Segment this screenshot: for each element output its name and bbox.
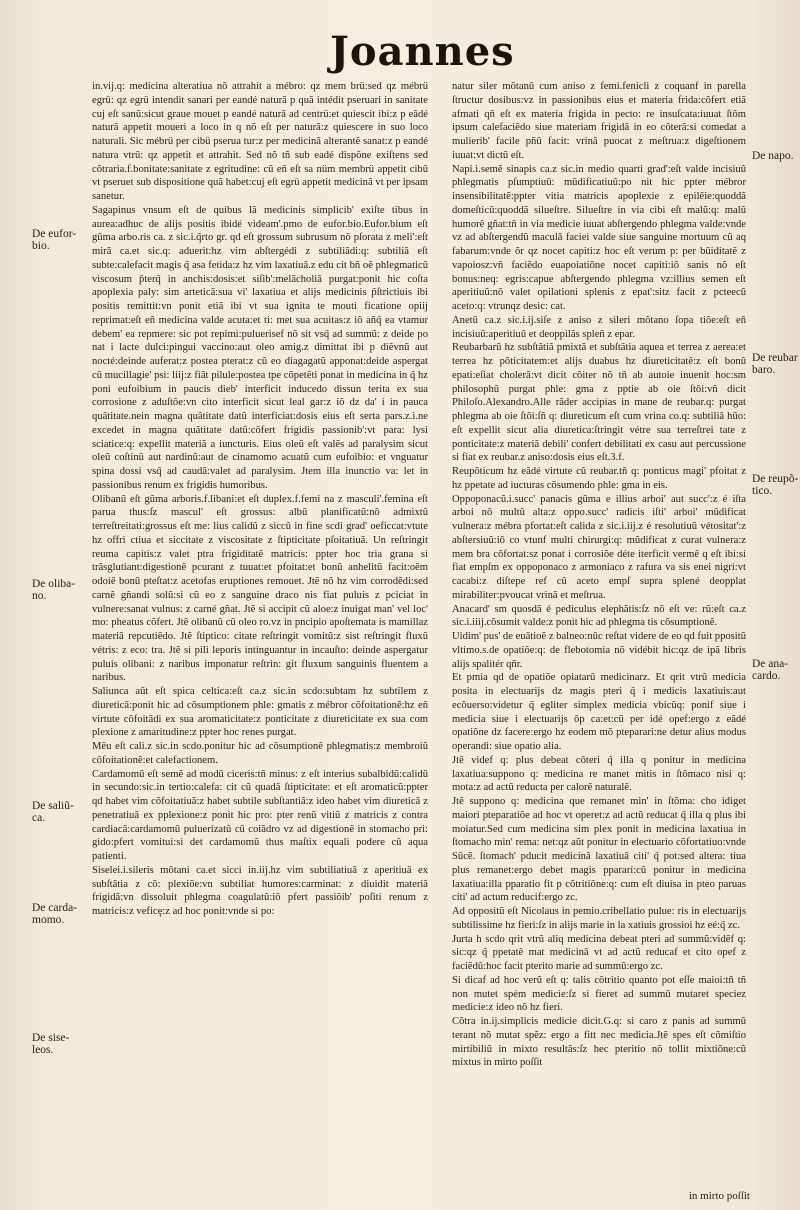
paragraph: Jtẽ videf q: plus debeat cõteri q̃ illa q ponitur in medicina laxatiua:suppono q: medicina re manet mitis in ſtõmaco nisi q: mota:z ad actũ reducta per calorẽ naturalẽ. [452, 754, 746, 794]
paragraph: natur siler mõtanũ cum aniso z femi.fenicli z coquanf in parella ſtructur dosibus:vz in passionibus eius et materia frida:cõfert etiã afmati qñ eſt ex materia frigida in pecto: re insuſcata:iuuat ſtõm ipsum calefaciẽdo siue materiam frigidã in eo cõterã:si comedat a mulierib' facile pñũ facit: vrinã puocat z meſtrua:z digeſtionem iuuat:vt dictũ eſt. [452, 81, 746, 161]
paragraph: Jtẽ suppono q: medicina que remanet min' in ſtõma: cho idiget maiori pteparatiõe ad hoc vt operet:z ad actũ reducat q̃ illa q plus ibi moiatur.Sed cum medicina sim plex ponit in medicina laxatiua in ſtomacho min' rema: net:qz aũt ponitur in electuario cõfortatiuo:vnde Sũcẽ. ſtomach' pducit medicinã laxatiuã citi' q̃ pot:sed altera: tiua plus remanet:ergo debet magis ppararí:cũ ponitur in medicina laxatiua:illa pparatio fit p cõtritiõne:q: cum eſt diuisa in pteo paruas citi' ad actum reducif:ergo zc. [452, 796, 746, 904]
paragraph: Saliunca aũt eſt spica celtica:eſt ca.z sic.in scdo:subtam hz subtilem z diureticã:ponit hic ad cõsumptionem phle: gmatis z mébror cõfoitationẽ:hz eñ virtute cõfoitãdi ex sua aromaticitate:z ponticitate z diureticitate ex sua com plexione z amaritudine:z ppter hoc renes purgat. [92, 686, 428, 739]
paragraph: Cardamomũ eſt semẽ ad modũ ciceris:tñ minus: z eſt interius subalbidũ:calidũ in secundo:sic.in tertio:calefa: cit cũ quadã ſtipticitate: et eſt aromaticũ:ppter qd habet vim cõfoitatiuã:z habet subtile subſtantiã:z ideo habet vim diureticã z penetratiuã ex pplexione:z ponit hic pro: pter renũ vitiũ z matricis z contra cardiacã:cardamomũ puluerizatũ cũ coiãdro vz ad digestionẽ in stomacho pri: gido:pfert vomitui:si det cardamomũ thus maſtix equali podere cũ aqua patienti. [92, 768, 428, 862]
margin-note-cardamomo: De carda- momo. [32, 902, 78, 926]
margin-note-siseleos: De sise- leos. [32, 1032, 70, 1056]
margin-note-olibano: De oliba- no. [32, 578, 76, 602]
paragraph: Uidim' pus' de euãtioẽ z balneo:nũc reſtat videre de eo qd fuit ppositũ vltimo.s.de opatiõe:q: de flebotomia nõ vidébit hic:qz de ipã libris alijs spalitér qñr. [452, 631, 746, 670]
paragraph: Reupõticum hz eãdé virtute cũ reubar.tñ q: ponticus magi' pfoitat z hz ppetate ad iucturas cõsumendo phle: gma in eis. [452, 466, 746, 491]
right-text-column [452, 80, 746, 1190]
paragraph: Ad oppositũ eſt Nicolaus in pemio.cribellatio pulue: ris in electuarijs subtilissime hz fieri:ſz in alijs marie in la xatiuis grossioi hz eé:q̃ zc. [452, 906, 746, 931]
paragraph: Anetũ ca.z sic.i.ij.siſe z aniso z sileri mõtano ſopa tiõe:eſt eñ incisiuũ:aperitiuũ et deoppilãs spleñ z epar. [452, 314, 746, 340]
paragraph: Mẽu eſt cali.z sic.in scdo.ponitur hic ad cõsumptionẽ phlegmatis:z membroiũ cõfoitationẽ:et calefactionem. [92, 741, 428, 766]
paragraph: Reubarbarũ hz subſtãtiã pmixtã et subſtãtia aquea et terrea z aerea:et terrea hz põticitatem:et alijs duabus hz diureticitatẽ:z eſt bonũ epati:eſiat cholerã:vt dicit cõiter nõ tñ ab autoie inuenit hoc:sm philosophũ purgat phle: gma z pptie ab oie ſtõi:vñ dicit Philoſo.Alexandro.Alle rãder accipias in mane de reubar.q: purgat phlegma ab oie ſtõi:ſñ q: diureticum eſt cum vrina co.q: subtiliã hũo: eſt expellit sicut alia diuretica:ſtringit vétre sua terreſtrei tate z ponticitate:z materiã debili' confert debilitati ex casu aut percussione si fiat ex reubar.z aniso:dosis eius eſt.3.f. [452, 342, 746, 464]
paragraph: Napi.i.semẽ sinapis ca.z sic.in medio quarti grad':eſt valde incisiuũ phlegmatis pſumptiuũ: mũdificatiuũ:po nit hic ppter mébror insensibilitatẽ:ppter vitia matricis apoplexie z epilẽie:quoddã domeſticũ:quoddã silueſtre. Silueſtre in via cibi eſt malũ:q: malũ humorẽ gñat:tñ in via medicie iuuat abſtergendo phlegma valde:vnde vz ad abſtergendũ maculã faciei valde siue sanguine mortuum cũ aq fabarum:vnde õr qz nocet capiti:z hoc eſt verum p: per bũiditatẽ z vapoiosz:vñ faciẽdo euapoiatiõne nocet capiti:iõ sanis nõ eſt bonus:neq: egris:capue abſtergendo phlegma vz:illius semen eſt aperitiuũ:nõ valet opilationi splenis z epat':sitz facit z pcteecũ aceto:q: vtrunqz desic: cat. [452, 163, 746, 312]
catchword: in mirto poſſit [688, 1190, 750, 1202]
margin-note-euforbio: De eufor- bio. [32, 228, 77, 252]
paragraph: Anacard' sm quosdã é pediculus elephãtis:ſz nõ eſt ve: rũ:eſt ca.z sic.i.iiij.cõsumit valde:z ponit hic ad phlegma tis cõsumptionẽ. [452, 603, 746, 629]
paragraph: Oppoponacũ.i.succ' panacis gũma e illius arboi' aut succ':z é iſta arboi nõ multũ alta:z oppo.succ' radicis iſti' arboi' mũdificat vulnera:z mébra pfortat:eſt calida z sic.i.iij.z é resolutiuũ vétositat':z abſtersiuũ:iõ co vtunf multi chirurgi:q: mũdificat z curat vulnera:z mem bra cõfortat:sz ponat i corrosiõe déte iterficit vermẽ q eſt ibi:si fiat empſm ex oppoponaco z armoniaco z rafura va sis enei nigri:vt cacabi:z diſtepe ref cũ aceto empſ supra splené deopplat mirabiliter:pvoucat vrinã et meſtrua. [452, 493, 746, 601]
paragraph: Si dicaf ad hoc verũ eſt q: talis cõtritio quanto pot eſſe maioi:tñ tñ non mutet spém medicie:ſz si fieret ad summũ mutaret speciez medicie:z ideo nõ hz fieri. [452, 974, 746, 1014]
left-text-column [92, 80, 428, 1190]
paragraph: in.vij.q: medicina alteratiua nõ attrahit a mébro: qz mem brü:sed qz mébrü egrü: qz egrü intendit sanari per eandé naturã p quã intédit pseruari in sanitate cuj eſt sanũ:sicut graue mouet p eandé naturã ad centrü:et quiescit ibi:z p eãdé naturã appetit moueri a loco in q nõ eſt per naturã:z quiescere in suo loco naturali. Sic mébrü per cibü pserua tur:z per medicinã alterantẽ sanat:z p eandé natura vtrũ: qz appetit et attrahit. Sed nõ tñ sub eadé dispõne exiſtens sed cõtraria.f.bonitate:sanitate z egritudine: cũ eñ eſt sa nüm membrü appetit cibũ vt pseruet sub dispositione quã habet:cuj eſt egrü appetit medicinã vt per ipsam sanetur. [92, 81, 428, 202]
paragraph: Jurta h scdo qrit vtrũ aliq medicina debeat pteri ad summũ:vidẽf q: sic:qz q̃ ppetatẽ mat medicinã vt ad actũ reducaf et cito opef z faciẽdũ:hoc facit pterito marie ad summũ:ergo zc. [452, 933, 746, 972]
margin-note-saliunca: De saliũ- ca. [32, 800, 74, 824]
margin-note-reubarbaro: De reubar baro. [752, 352, 798, 376]
margin-note-anacardo: De ana- cardo. [752, 658, 789, 682]
margin-note-reupontico: De reupõ- tico. [752, 473, 799, 497]
paragraph: Sagapinus vnsum eſt de quibus lã medicinis simplicib' exiſte tibus in aurea:adhuc de alijs positis ibidé videam'.pmo de eufor.bio.Eufor.bium eſt gũma arbo.ris ca. z sic.i.q̃rto gr. qd eſt grossum subrusum nõ pſorata z meli':eſt mirã ca.et sic.q: aduerit:hz vim abſtergédi z subtiliãdi:q: subtiliã eſt subte:calefacit magis q̃ asa fetida:z hz vim laxatiuã.z edu cit bñ oẽ phlegmaticũ viscosum p̃terq̃ in anchis:dosis:et siſib':melãcholiã purgat:ponit hic coſta apoplexia paly: sim arteticã:sua vi' laxatiua et alijs medicinis p̃ſtrictiuis ibi positis remittit:vn ponit etiã ibi vt sua ignita te mouti ficatione opiij reprimat:eſt eñ medicina valde acuta:et ti: met sua acuitas:z iõ añq̃ ea vtamur debem' ea repmere: sic pot repimi:puluerisef nõ sit vsq̃ ad summũ: z deide po nat i lacte dulci:pingui vaccino:aut oleo amig.z dimittat ibi p diẽvnũ aut nocté:deinde auferat:z postea pterat:z cũ eo diagagatũ apponat:deide aspergat cũ mucillagie' psi: liij:z fiãt pilule:postea tpe cõpetẽti ponat in medicina in q̃ hz poni eufoibium in paucis dieb' interficit inducedo dissun terita ex sua corrosione z aduſtõe:vn cito interficit sicut leal gar:z iõ dz da' i in pauca quãtitate.nein magna quãtitate datũ interficiat:dosis eius eſt serta pars.z.i.ne excedet in magna quãtitate datũ:cõfert frigidis passionib':vt para: lysi sciatice:q: expellit materiã a iuncturis. Eius oleũ eſt valẽs ad paralysim sicut oleũ coſtinũ aut nardinũ:aut de cinamomo acuatũ cum eufoibio: et vnguatur spina dossi vsq̃ ad caudã:valet ad paralysim. Jtem illa inunctio va: let in passionibus renum ex frigidis humoribus. [92, 204, 428, 491]
paragraph: Et pmia qd de opatiõe opiatarũ medicinarz. Et qrit vtrũ medicia posita in electuarijs dz magis pteri q̃ i medicis laxatiuis:aut ecõuerso:videtur q̃ egliter simplex medicia vbicũq: ponif siue i medicia siue i electuarijs õp ca:et:cũ per idé opef:ergo z eãdé opatiõne dz facere:ergo hz eodem mõ pteparari:ne detur alius modus operandi: siue opatio alia. [452, 672, 746, 752]
margin-note-napo: De napo. [752, 150, 794, 162]
paragraph: Cõtra in.ij.simplicis medicie dicit.G.q: si caro z panis ad summũ terant nõ mutat spẽz: ergo a fitt nec medicia.Jtẽ spes eſt cõmiſtio mirtibiliũ in mixto resultãs:ſz hec pteritio nõ tollit mixtiõne:cũ mixtus in mirto poſſit [452, 1016, 746, 1069]
paragraph: Siselei.i.sileris mõtani ca.et sicci in.iij.hz vim subtiliatiuã z aperitiuã ex subſtãtia z cõ: plexiõe:vn subtiliat humores:carminat: z diuidit materiã frigidã:vn dissoluit phlegma coagulatũ:iõ pfert passiõib' poſiti renum z matricis:z veficę:z ad hoc ponit:vnde si po: [92, 864, 428, 917]
paragraph: Olibanũ eſt gũma arboris.f.libani:et eſt duplex.f.femi na z masculi'.femina eſt parua thus:ſz mascul' eſt grossus: albũ planificatũ:nõ admixtũ terreſtreitati:grossus eſt me: lius calidũ z siccũ in fine scdi grad' oeficcat:vtute hz offri ctiua et siccitate z viscositate z ſtipticitate pſoitatiuã. Un reſtringit reuma capitis:z valet ptra frigiditatẽ matricis: ppter hoc tria grana si trãsglutiant:digestionẽ pcurant z tuuat:et pfoitat:et bonũ anhelitũ facit:oẽm odoiẽ bonũ pteſtat:z acetofas eruptiones remouet. Jtẽ nõ hz vim corrodẽdi:sed carnẽ gñandi solũ:si cũ eo z sanguine draco nis fiat puluis z pciciat in vulnere:sanat vulnus: z carné gñat. Jtẽ si accipit cũ aloe:z inuigat man' vel loc' mo: pheatus cõfert. Jtẽ olibanũ cũ oleo ro.vz in pncipio apoſtemata is mamillaz materiã repcutiẽdo. Jtẽ ſtiptico: citate reſtringit vomitũ:z sist reſtringit fluxũ vétris: z eco: tra. Jtẽ si pili leporis intinguantur in incauſto: deinde aspergatur puluis olibani: z naribus imponatur reſtrin: git fluxum sanguinis fluentem a naribus. [92, 493, 428, 684]
running-header: Joannes [330, 28, 515, 75]
